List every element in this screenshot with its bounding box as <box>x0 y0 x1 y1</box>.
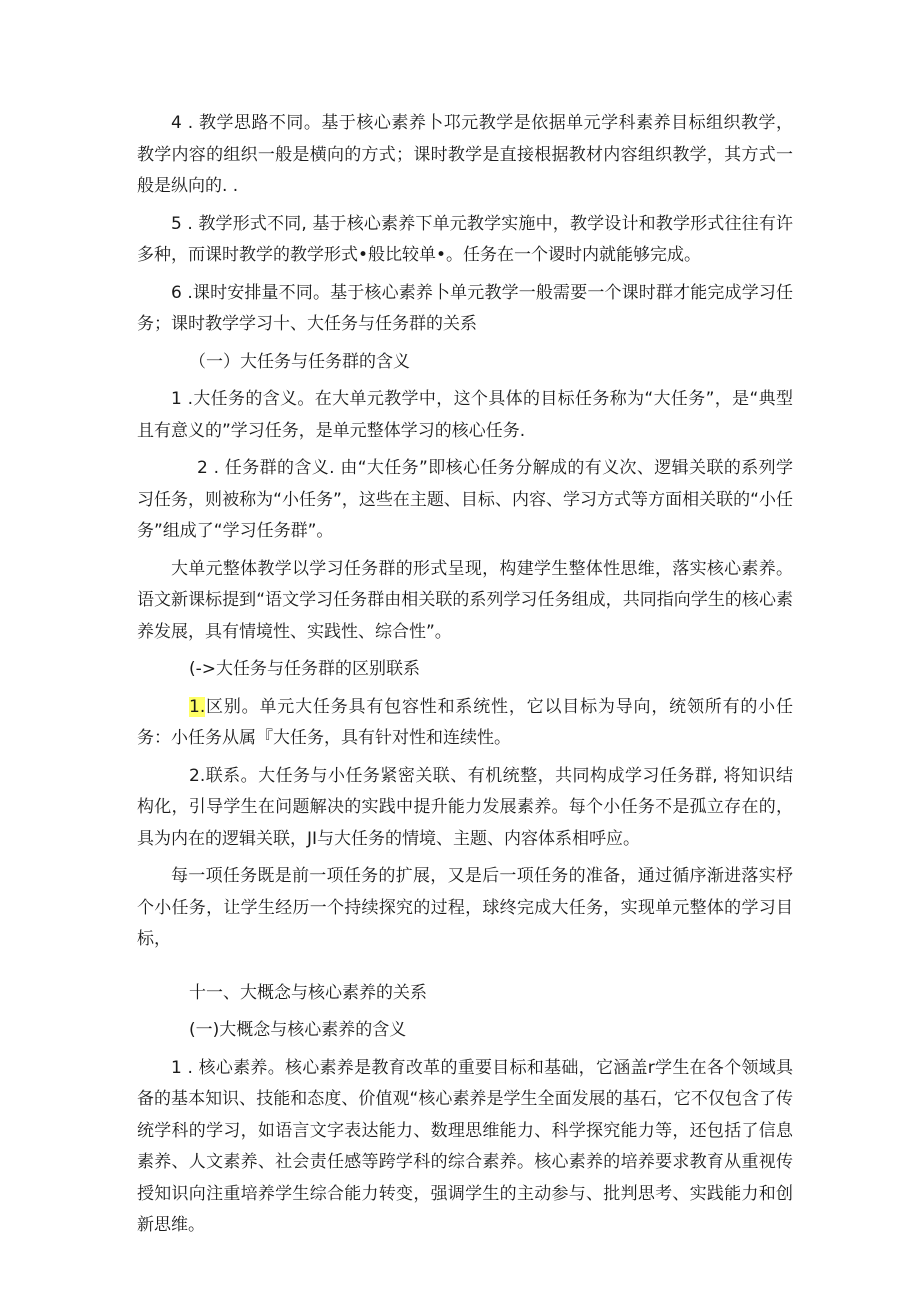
highlighted-number: 1. <box>189 696 206 717</box>
paragraph-difference-text: 区别。单元大任务具有包容性和系统性，它以目标为导向，统领所有的小任务：小任务从属『大任务，具有针对性和连续性。 <box>137 696 793 748</box>
document-body <box>137 108 793 1248</box>
paragraph-teaching-form: 5 . 教学形式不同, 基于核心素养下单元教学实施中，教学设计和教学形式往往有许多种，而课时教学的教学形式•般比较单•。任务在一个谡时内就能够完成。 <box>137 213 793 265</box>
heading-concept-meaning: (一)大概念与核心素养的含义 <box>189 1020 407 1040</box>
heading-task-difference: (->大任务与任务群的区别联系 <box>189 659 421 679</box>
heading-task-meaning: （一）大任务与任务群的含义 <box>189 351 410 372</box>
paragraph-class-hours: 6 .课时安排量不同。基于核心素养卜单元教学一般需要一个课时群才能完成学习任务；课时教学学习十、大任务与任务群的关系 <box>137 282 793 334</box>
paragraph-unit-teaching: 大单元整体教学以学习任务群的形式呈现，构建学生整体性思维，落实核心素养。语文新课标提到“语文学习任务群由相关联的系列学习任务组成，共同指向学生的核心素养发展，具有情境性、实践性、综合性”。 <box>137 558 793 642</box>
paragraph-big-task-meaning: 1 .大任务的含义。在大单元教学中，这个具体的目标任务称为“大任务”，是“典型且有意义的”学习任务，是单元整体学习的核心任务. <box>137 389 793 441</box>
paragraph-connection: 2.联系。大任务与小任务紧密关联、有机统整，共同构成学习任务群, 将知识结构化，引导学生在问题解决的实践中提升能力发展素养。每个小任务不是孤立存在的，具为内在的逻辑关联，JI与大任务的情境、主题、内容体系相呼应。 <box>137 765 793 849</box>
section-spacer <box>137 962 793 978</box>
paragraph-teaching-approach: 4 . 教学思路不同。基于核心素养卜邛元教学是依据单元学科素养目标组织教学，教学内容的组织一般是横向的方式；课时教学是直接根据教材内容组织教学，其方式一般是纵向的. . <box>137 113 793 196</box>
heading-big-concept: 十一、大概念与核心素养的关系 <box>189 982 427 1003</box>
paragraph-core-literacy: 1 . 核心素养。核心素养是教育改革的重要目标和基础，它涵盖r学生在各个领域具备的基本知识、技能和态度、价值观“核心素养是学生全面发展的基石，它不仅包含了传统学科的学习，如语言文字表达能力、数理思维能力、科学探究能力等，还包括了信息素养、人文素养、社会责任感等跨学科的综合素养。核心素养的培养要求教育从重视传授知识向注重培养学生综合能力转变，强调学生的主动参与、批判思考、实践能力和创新思维。 <box>137 1057 793 1235</box>
paragraph-difference <box>137 692 793 755</box>
paragraph-task-group-meaning: 2 . 任务群的含义. 由“大任务”即核心任务分解成的有义次、逻辑关联的系列学习任务，则被称为“小任务”，这些在主题、目标、内容、学习方式等方面相关联的“小任务”组成了“学习任务群”。 <box>137 458 793 541</box>
paragraph-each-task: 每一项任务既是前一项任务的扩展，又是后一项任务的准备，通过循序渐进落实杼个小任务，让学生经历一个持续探究的过程，球终完成大任务，实现单元整体的学习目标， <box>137 866 793 949</box>
